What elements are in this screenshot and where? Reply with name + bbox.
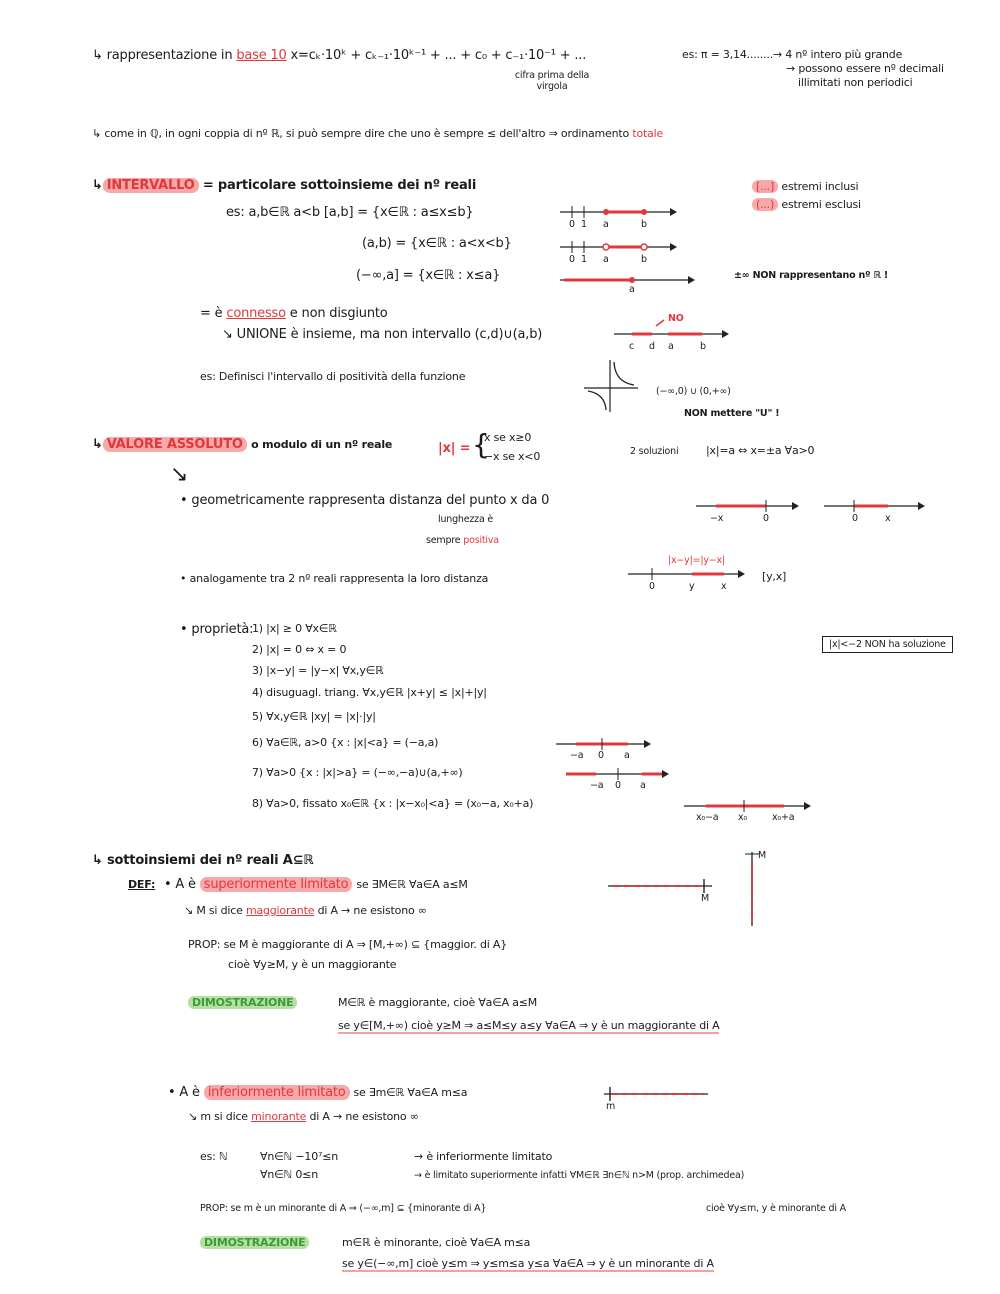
abs-case1: x se x≥0: [484, 431, 532, 444]
base10-line: [92, 48, 586, 63]
abs-tick-neg-x: −x: [710, 513, 724, 524]
positiva-word: positiva: [463, 535, 499, 546]
maggiorante-line: ↘ M si dice maggiorante di A → ne esistono ∞: [184, 904, 427, 917]
union-tick-a: a: [668, 341, 674, 352]
minorante-term: minorante: [251, 1110, 307, 1123]
inf-line: • A è inferiormente limitato se ∃m∈ℝ ∀a∈A m≤a: [168, 1085, 468, 1100]
number-line-open: [560, 235, 680, 265]
prop-minorante-b: cioè ∀y≤m, y è minorante di A: [706, 1203, 846, 1214]
abs-tick-x: x: [885, 513, 891, 524]
es-n-label: es: ℕ: [200, 1150, 228, 1163]
dim2-line-b: se y∈(−∞,m] cioè y≤m ⇒ y≤m≤a y≤a ∀a∈A ⇒ y è un minorante di A: [342, 1257, 714, 1270]
due-soluzioni-formula: |x|=a ⇔ x=±a ∀a>0: [706, 444, 815, 457]
maggiorante-term: maggiorante: [245, 904, 315, 917]
connesso-term: connesso: [226, 306, 286, 321]
ordering-totale: totale: [632, 127, 664, 140]
prop-maggiorante-b: cioè ∀y≥M, y è un maggiorante: [228, 958, 397, 971]
base10-term: base 10: [236, 48, 287, 63]
closed-interval-def: es: a,b∈ℝ a<b [a,b] = {x∈ℝ : a≤x≤b}: [226, 205, 474, 220]
prop-4: 4) disuguagl. triang. ∀x,y∈ℝ |x+y| ≤ |x|+|y|: [252, 686, 487, 699]
vertical-tick-M: M: [758, 850, 766, 861]
positivity-answer: (−∞,0) ∪ (0,+∞): [656, 386, 731, 397]
nl2-tick-1: 1: [581, 254, 587, 265]
nl1-tick-1: 1: [581, 219, 587, 230]
analog-label: |x−y|=|y−x|: [668, 555, 725, 566]
valore-def: o modulo di un nº reale: [251, 438, 393, 451]
prop-2: 2) |x| = 0 ⇔ x = 0: [252, 643, 347, 656]
cifra-note: cifra prima della virgola: [514, 70, 590, 92]
prop-8: 8) ∀a>0, fissato x₀∈ℝ {x : |x−x₀|<a} = (x₀−a, x₀+a): [252, 797, 534, 810]
base10-formula: x=cₖ·10ᵏ + cₖ₋₁·10ᵏ⁻¹ + ... + c₀ + c₋₁·10⁻¹ + ...: [290, 48, 587, 63]
prop-title: • proprietà:: [180, 622, 254, 637]
hyperbola-graph: [584, 358, 644, 414]
nl2-tick-a: a: [603, 254, 609, 265]
p6-tick-a: a: [624, 750, 630, 761]
base10-prefix: ↳ rappresentazione in: [92, 48, 233, 63]
p8-tick-x0: x₀: [738, 812, 748, 823]
abs-number-line-pos: [824, 498, 934, 518]
es-n-2: ∀n∈ℕ 0≤n: [260, 1168, 318, 1181]
prop-minorante: PROP: se m è un minorante di A ⇒ (−∞,m] ⊆ {minorante di A}: [200, 1203, 487, 1214]
dim2-line-a: m∈ℝ è minorante, cioè ∀a∈A m≤a: [342, 1236, 531, 1249]
legend-open: [752, 198, 861, 211]
abs-tick-0a: 0: [763, 513, 769, 524]
unione-line: ↘ UNIONE è insieme, ma non intervallo (c,d)∪(a,b): [222, 327, 543, 342]
due-soluzioni: 2 soluzioni: [630, 446, 679, 457]
intervallo-def: = particolare sottoinsieme dei nº reali: [202, 178, 477, 193]
es-n-1-result: → è inferiormente limitato: [414, 1150, 553, 1163]
number-line-closed: [560, 200, 680, 230]
p7-tick-neg-a: −a: [590, 780, 604, 791]
ordering-text: ↳ come in ℚ, in ogni coppia di nº ℝ, si può sempre dire che uno è sempre ≤ dell'altro ⇒ ordinamento: [92, 127, 630, 140]
non-mettere-note: NON mettere "U" !: [684, 408, 780, 419]
dim-label-1: DIMOSTRAZIONE: [188, 996, 297, 1009]
dim1-line-a: M∈ℝ è maggiorante, cioè ∀a∈A a≤M: [338, 996, 538, 1009]
positivity-question: es: Definisci l'intervallo di positività della funzione: [200, 370, 466, 383]
def-label: DEF:: [128, 878, 156, 891]
sup-line: • A è superiormente limitato se ∃M∈ℝ ∀a∈A a≤M: [164, 877, 468, 892]
dim-label-2: DIMOSTRAZIONE: [200, 1236, 309, 1249]
nl1-tick-a: a: [603, 219, 609, 230]
legend-closed-text: estremi inclusi: [781, 180, 859, 193]
legend-open-box: (...): [752, 198, 778, 211]
nl2-tick-b: b: [641, 254, 647, 265]
intervallo-title: INTERVALLO: [103, 178, 199, 193]
p8-tick-x0-minus: x₀−a: [696, 812, 719, 823]
valore-title: VALORE ASSOLUTO: [103, 437, 247, 452]
inf-tick-m: m: [606, 1101, 616, 1112]
pi-example: es: π = 3,14........→ 4 nº intero più grande: [682, 48, 903, 61]
valore-heading: ↳ VALORE ASSOLUTO o modulo di un nº reale: [92, 437, 393, 452]
analog-tick-y: y: [689, 581, 695, 592]
prop-3: 3) |x−y| = |y−x| ∀x,y∈ℝ: [252, 664, 384, 677]
ray-interval-def: (−∞,a] = {x∈ℝ : x≤a}: [356, 268, 501, 283]
pi-example-2: → possono essere nº decimali: [786, 62, 944, 75]
sempre-positiva: sempre positiva: [426, 535, 499, 546]
es-n-2-result: → è limitato superiormente infatti ∀M∈ℝ ∃n∈ℕ n>M (prop. archimedea): [414, 1170, 745, 1181]
abs-case2: −x se x<0: [484, 450, 541, 463]
open-interval-def: (a,b) = {x∈ℝ : a<x<b}: [362, 236, 512, 251]
union-tick-d: d: [649, 341, 655, 352]
analog-tick-x: x: [721, 581, 727, 592]
legend-open-text: estremi esclusi: [781, 198, 861, 211]
sup-tick-M: M: [701, 893, 709, 904]
union-no-label: NO: [668, 313, 684, 324]
analog-tick-0: 0: [649, 581, 655, 592]
analog-interval: [y,x]: [762, 570, 787, 583]
prop-5: 5) ∀x,y∈ℝ |xy| = |x|·|y|: [252, 710, 376, 723]
abs-brace: {: [472, 428, 490, 461]
minorante-line: ↘ m si dice minorante di A → ne esistono ∞: [188, 1110, 419, 1123]
p8-tick-x0-plus: x₀+a: [772, 812, 795, 823]
arrow-down: ↘: [170, 462, 189, 487]
nl1-tick-0: 0: [569, 219, 575, 230]
connesso-line: = è connesso e non disgiunto: [200, 306, 388, 321]
es-n-1: ∀n∈ℕ −10⁷≤n: [260, 1150, 338, 1163]
union-tick-c: c: [629, 341, 635, 352]
prop-maggiorante: PROP: se M è maggiorante di A ⇒ [M,+∞) ⊆ {maggior. di A}: [188, 938, 508, 951]
inf-note: ±∞ NON rappresentano nº ℝ !: [734, 270, 888, 281]
p6-tick-0: 0: [598, 750, 604, 761]
intervallo-heading: ↳ INTERVALLO = particolare sottoinsieme dei nº reali: [92, 178, 477, 193]
prop-1: 1) |x| ≥ 0 ∀x∈ℝ: [252, 622, 337, 635]
nl3-tick-a: a: [629, 284, 635, 295]
legend-closed-box: [...]: [752, 180, 778, 193]
p6-tick-neg-a: −a: [570, 750, 584, 761]
union-tick-b: b: [700, 341, 706, 352]
lunghezza-note: lunghezza è: [438, 514, 494, 525]
nl2-tick-0: 0: [569, 254, 575, 265]
geom-line: • geometricamente rappresenta distanza del punto x da 0: [180, 493, 550, 508]
abs-tick-0b: 0: [852, 513, 858, 524]
p7-tick-0: 0: [615, 780, 621, 791]
sottoinsiemi-heading: ↳ sottoinsiemi dei nº reali A⊆ℝ: [92, 853, 314, 868]
nl1-tick-b: b: [641, 219, 647, 230]
prop7-number-line: [566, 766, 676, 786]
legend-closed: [752, 180, 858, 193]
sup-limitato: superiormente limitato: [200, 877, 353, 892]
pi-example-3: illimitati non periodici: [798, 76, 913, 89]
prop-7: 7) ∀a>0 {x : |x|>a} = (−∞,−a)∪(a,+∞): [252, 766, 463, 779]
analog-line: • analogamente tra 2 nº reali rappresenta la loro distanza: [180, 572, 489, 585]
p7-tick-a: a: [640, 780, 646, 791]
ordering-line: [92, 127, 663, 140]
inf-limitato: inferiormente limitato: [204, 1085, 350, 1100]
prop-6: 6) ∀a∈ℝ, a>0 {x : |x|<a} = (−a,a): [252, 736, 439, 749]
boxed-note: |x|<−2 NON ha soluzione: [822, 636, 953, 653]
inf-number-line: [604, 1086, 714, 1106]
dim1-line-b: se y∈[M,+∞) cioè y≥M ⇒ a≤M≤y a≤y ∀a∈A ⇒ y è un maggiorante di A: [338, 1019, 720, 1032]
abs-def-lhs: |x| =: [438, 441, 471, 456]
